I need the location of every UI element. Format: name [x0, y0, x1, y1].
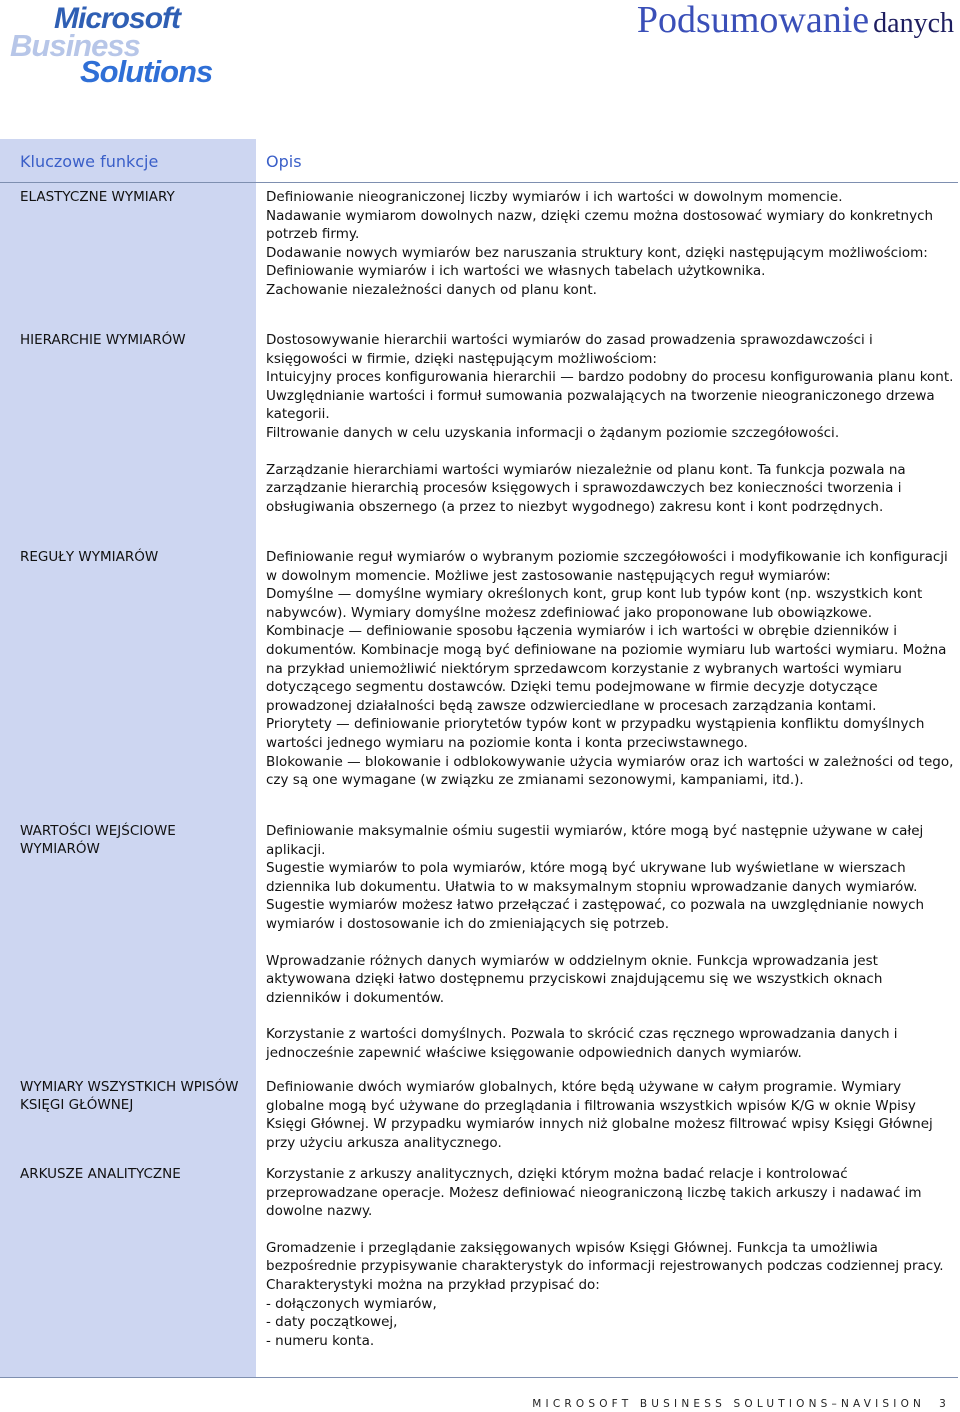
footer-text: MICROSOFT BUSINESS SOLUTIONS–NAVISION — [532, 1398, 926, 1410]
description-paragraph: Korzystanie z arkuszy analitycznych, dzięki którym można badać relacje i kontrolować przeprowadzane operacje. Możesz definiować nieograniczoną liczbę takich arkuszy i nadawać im dowolne nazwy. — [266, 1166, 922, 1220]
page-title — [637, 0, 954, 42]
page-title-secondary: danych — [873, 8, 954, 39]
feature-description — [266, 188, 954, 300]
description-paragraph: Priorytety — definiowanie priorytetów typów kont w przypadku wystąpienia konfliktu domyślnych wartości jednego wymiaru na poziomie konta i konta przeciwstawnego. — [266, 716, 925, 751]
feature-description — [266, 1078, 954, 1152]
description-paragraph: Intuicyjny proces konfigurowania hierarchii — bardzo podobny do procesu konfigurowania planu kont. — [266, 369, 954, 386]
description-paragraph: Gromadzenie i przeglądanie zaksięgowanych wpisów Księgi Głównej. Funkcja ta umożliwia bezpośrednie przypisywanie charakterystyk do informacji rejestrowanych podczas codziennej pracy. Charakterystyki można na przykład przypisać do: — [266, 1239, 944, 1293]
feature-name: WYMIARY WSZYSTKICH WPISÓW KSIĘGI GŁÓWNEJ — [20, 1079, 239, 1113]
description-paragraph: - dołączonych wymiarów, — [266, 1295, 437, 1312]
description-paragraph: Dostosowywanie hierarchii wartości wymiarów do zasad prowadzenia sprawozdawczości i księgowości w firmie, dzięki następującym możliwościom: — [266, 332, 873, 367]
feature-description — [266, 548, 954, 790]
page-number: 3 — [939, 1398, 950, 1410]
table-bottom-divider — [0, 1377, 958, 1378]
description-paragraph: Definiowanie maksymalnie ośmiu sugestii wymiarów, które mogą być następnie używane w całej aplikacji. — [266, 823, 924, 858]
header-divider — [0, 182, 958, 183]
description-paragraph: Nadawanie wymiarom dowolnych nazw, dzięki czemu można dostosować wymiary do konkretnych potrzeb firmy. — [266, 207, 934, 243]
description-paragraph: Sugestie wymiarów to pola wymiarów, które mogą być ukrywane lub wyświetlane w wierszach dziennika lub dokumentu. Ułatwia to w maksymalnym stopniu wprowadzanie danych wymiarów. Sugestie wymiarów możesz łatwo przełączać i zastępować, co pozwala na uwzględnianie nowych wymiarów i dostosowanie ich do zmieniających się potrzeb. — [266, 860, 925, 932]
logo-line-1: Microsoft — [54, 2, 180, 35]
description-paragraph: Definiowanie dwóch wymiarów globalnych, które będą używane w całym programie. Wymiary globalne mogą być używane do przeglądania i filtrowania wszystkich wpisów K/G w oknie Wpisy Księgi Głównej. W przypadku wymiarów innych niż globalne możesz filtrować wpisy Księgi Głównej przy użyciu arkusza analitycznego. — [266, 1079, 933, 1151]
logo-line-3: Solutions — [80, 54, 213, 89]
description-paragraph: Uwzględnianie wartości i formuł sumowania pozwalających na tworzenie nieograniczonego drzewa kategorii. — [266, 387, 935, 423]
feature-name: ELASTYCZNE WYMIARY — [20, 189, 175, 205]
description-paragraph: Zachowanie niezależności danych od planu kont. — [266, 281, 597, 298]
description-paragraph: Blokowanie — blokowanie i odblokowywanie użycia wymiarów oraz ich wartości w zależności od tego, czy są one wymagane (w związku ze zmianami sezonowymi, kampaniami, itd.). — [266, 753, 954, 789]
page-title-main: Podsumowanie — [636, 0, 870, 41]
feature-name: HIERARCHIE WYMIARÓW — [20, 332, 186, 348]
column-header-description: Opis — [266, 152, 302, 171]
description-paragraph: Domyślne — domyślne wymiary określonych kont, grup kont lub typów kont (np. wszystkich kont nabywców). Wymiary domyślne możesz zdefiniować jako proponowane lub obowiązkowe. — [266, 586, 923, 621]
description-paragraph: - daty początkowej, — [266, 1314, 398, 1331]
feature-description — [266, 1165, 954, 1350]
description-paragraph: Kombinacje — definiowanie sposobu łączenia wymiarów i ich wartości w obrębie dzienników i dokumentów. Kombinacje mogą być definiowane na poziomie wymiaru lub wartości wymiaru. Można na przykład uniemożliwić niektórym sprzedawcom korzystanie z wybranych wartości wymiaru dotyczącego segmentu dostawców. Dzięki temu podejmowane w firmie decyzje dotyczące prowadzonej działalności będą zawsze odzwierciedlane w procesach zarządzania kontami. — [266, 623, 947, 714]
feature-description — [266, 822, 954, 1063]
description-paragraph: Zarządzanie hierarchiami wartości wymiarów niezależnie od planu kont. Ta funkcja pozwala na zarządzanie hierarchią procesów księgowych i sprawozdawczych bez konieczności tworzenia i obsługiwania obszernego (a przez to niezbyt wygodnego) zakresu kont i kont podrzędnych. — [266, 461, 906, 515]
description-paragraph: Definiowanie reguł wymiarów o wybranym poziomie szczegółowości i modyfikowanie ich konfiguracji w dowolnym momencie. Możliwe jest zastosowanie następujących reguł wymiarów: — [266, 549, 948, 584]
feature-name: ARKUSZE ANALITYCZNE — [20, 1166, 181, 1182]
feature-description — [266, 331, 954, 516]
microsoft-business-solutions-logo — [10, 2, 225, 90]
description-paragraph: - numeru konta. — [266, 1332, 375, 1349]
description-paragraph: Dodawanie nowych wymiarów bez naruszania struktury kont, dzięki następującym możliwościom: — [266, 244, 928, 261]
feature-column-background — [0, 139, 256, 1377]
description-paragraph: Definiowanie wymiarów i ich wartości we własnych tabelach użytkownika. — [266, 263, 766, 280]
description-paragraph: Wprowadzanie różnych danych wymiarów w oddzielnym oknie. Funkcja wprowadzania jest aktywowana dzięki łatwo dostępnemu przyciskowi znajdującemu się we wszystkich oknach dzienników i dokumentów. — [266, 952, 883, 1006]
column-header-features: Kluczowe funkcje — [20, 152, 159, 171]
logo-line-2: Business — [10, 28, 140, 63]
feature-name: REGUŁY WYMIARÓW — [20, 549, 159, 565]
description-paragraph: Definiowanie nieograniczonej liczby wymiarów i ich wartości w dowolnym momencie. — [266, 189, 843, 205]
description-paragraph: Filtrowanie danych w celu uzyskania informacji o żądanym poziomie szczegółowości. — [266, 424, 840, 441]
feature-name: WARTOŚCI WEJŚCIOWE WYMIARÓW — [20, 823, 176, 857]
description-paragraph: Korzystanie z wartości domyślnych. Pozwala to skrócić czas ręcznego wprowadzania danych i jednocześnie zapewnić właściwe księgowanie odpowiednich danych wymiarów. — [266, 1026, 898, 1061]
page-footer — [532, 1398, 950, 1410]
